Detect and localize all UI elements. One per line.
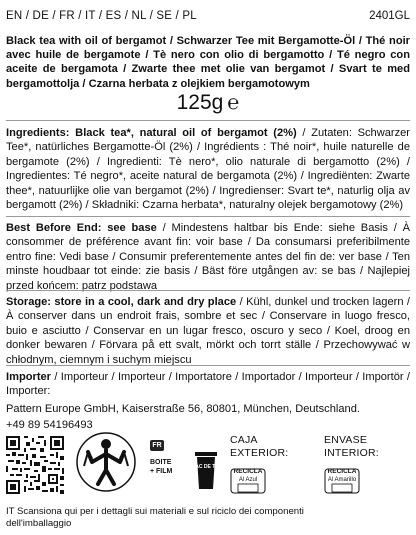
fr-recycling-info xyxy=(150,440,230,494)
caja-recycle-badge xyxy=(230,468,266,494)
envase-heading: ENVASE xyxy=(324,434,368,446)
envase-recycle-badge xyxy=(324,468,360,494)
bin-label: BAC DE TRI xyxy=(191,464,221,470)
fr-material-film: + FILM xyxy=(150,468,173,475)
envase-recicla: RECICLA xyxy=(327,468,357,475)
sorting-bin-icon xyxy=(191,450,221,490)
net-weight xyxy=(0,91,416,115)
fr-material-box: BOITE xyxy=(150,459,172,466)
importer-heading: Importer xyxy=(6,371,51,383)
ingredients-section xyxy=(6,126,410,212)
divider xyxy=(6,216,410,217)
caja-recicla: RECICLA xyxy=(233,468,263,475)
ingredients-text: / Zutaten: Schwarzer Tee*, natürliches Bergamotte-Öl (2%) / Ingrédients : Thé noir*, huile naturelle de bergamote (2%) / Ingredienti: Tè nero*, olio naturale di bergamotto (2%) / Ingredientes: Té negro*, aceite natural de bergamota (2%) / Ingrediënten: Zwarte thee*, natuurlijke olie van bergamot (2%) / Ingredienser: Svart te*, naturlig olja av bergamott (2%) / Składniki: Czarna herbata*, naturalny olejek bergamotowy (2%) xyxy=(6,127,410,212)
envase-subheading: INTERIOR: xyxy=(324,446,379,459)
label-header xyxy=(6,10,410,26)
estimated-sign-icon: ℮ xyxy=(227,92,240,114)
storage-heading: Storage: store in a cool, dark and dry place xyxy=(6,296,237,308)
best-before-heading: Best Before End: see base xyxy=(6,222,157,234)
divider xyxy=(6,365,410,366)
qr-code-icon[interactable] xyxy=(6,436,64,494)
outer-box-heading xyxy=(230,434,300,459)
importer-section xyxy=(6,370,410,433)
importer-address: Pattern Europe GmbH, Kaiserstraße 56, 80801, München, Deutschland. xyxy=(6,402,360,415)
recycling-section xyxy=(6,432,410,532)
it-recycling-note: IT Scansiona qui per i dettagli sui materiali e sul riciclo dei componenti dell'imballaggio xyxy=(6,506,304,530)
importer-text: / Importeur / Importeur / Importatore / Importador / Importeur / Importör / Importer: xyxy=(6,371,410,398)
caja-subheading: EXTERIOR: xyxy=(230,446,289,459)
ingredients-heading: Ingredients: Black tea*, natural oil of bergamot (2%) xyxy=(6,127,297,139)
fr-materials xyxy=(150,458,172,476)
divider xyxy=(6,120,410,121)
caja-bin: Al Azul xyxy=(238,477,258,483)
divider xyxy=(6,290,410,291)
caja-heading: CAJA xyxy=(230,434,258,446)
envase-bin: Al Amarillo xyxy=(327,477,357,483)
triman-icon xyxy=(76,432,136,492)
best-before-section xyxy=(6,221,410,293)
best-before-text: / Mindestens haltbar bis Ende: siehe Basis / À consommer de préférence avant fin: voir base / Da consumarsi preferibilmente entro fine: Vedi base / Consumir preferentemente antes del fin de: ver base / Ten minste houdbaar tot einde: zie basis / Bäst före utgången av: se bas / Najlepiej przed końcem: patrz podstawa xyxy=(6,222,410,292)
fr-badge: FR xyxy=(150,440,164,451)
inner-pack-heading xyxy=(324,434,394,459)
product-title: Black tea with oil of bergamot / Schwarzer Tee mit Bergamotte-Öl / Thé noir avec huile de bergamote / Tè nero con olio di bergamotto / Té negro con aceite de bergamota / Zwarte thee met olie van bergamot / Svart te med bergamottolja / Czarna herbata z olejkiem bergamotowym xyxy=(6,35,410,90)
importer-phone: +49 89 54196493 xyxy=(6,419,93,432)
weight-value: 125g xyxy=(176,91,224,114)
storage-section xyxy=(6,295,410,367)
product-code: 2401GL xyxy=(369,10,410,22)
storage-text: / Kühl, dunkel und trocken lagern / À conserver dans un endroit frais, sombre et sec / Conservare in luogo fresco, buio e asciutto / Conservar en un lugar fresco, oscuro y seco / Koel, droog en donker bewaren / Förvara på ett svalt, mörkt och torrt ställe / Przechowywać w chłodnym, ciemnym i suchym miejscu xyxy=(6,296,410,366)
language-codes: EN / DE / FR / IT / ES / NL / SE / PL xyxy=(6,10,197,22)
